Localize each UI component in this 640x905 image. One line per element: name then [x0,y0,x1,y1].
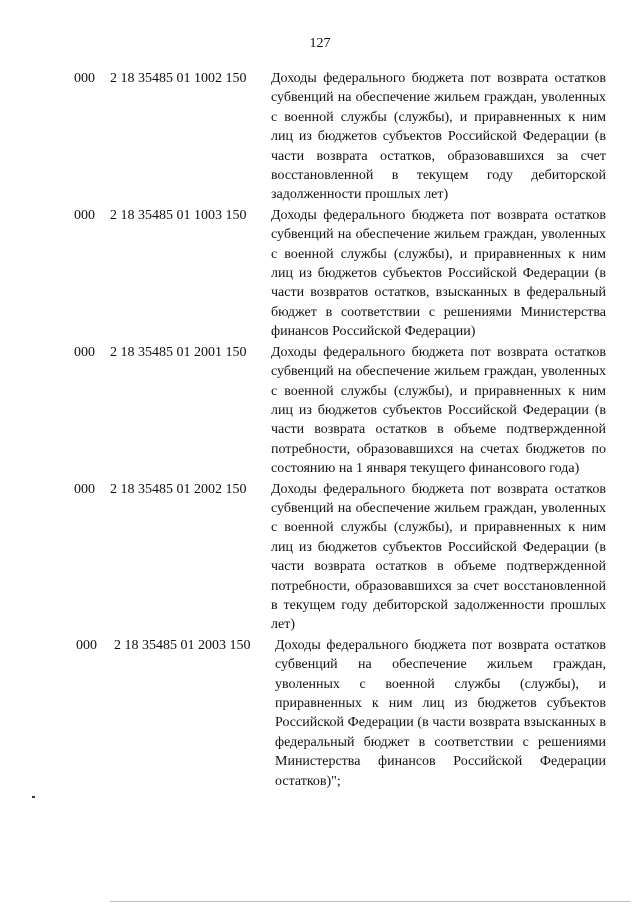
page-number: 127 [309,36,331,51]
scan-mark [32,796,35,798]
admin-code: 000 [74,344,95,360]
budget-classification-code: 2 18 35485 01 1002 150 [110,71,247,86]
list-item [0,636,640,791]
budget-classification-code: 2 18 35485 01 2001 150 [110,344,247,360]
income-description: Доходы федерального бюджета пот возврата остатков субвенций на обеспечение жильем граждан, уволенных с военной службы (службы), и приравненных к ним лиц из бюджетов субъектов Российской Федерации (в части возврата остатков в объеме подтвержденной потребности, образовавшихся на счетах бюджетов по состоянию на 1 января текущего финансового года) [271,344,606,477]
budget-classification-code: 2 18 35485 01 1003 150 [110,207,247,223]
admin-code: 000 [74,71,95,86]
budget-classification-code: 2 18 35485 01 2003 150 [114,637,251,653]
budget-code-list [0,69,640,791]
admin-code: 000 [74,207,95,223]
divider [110,901,630,902]
list-item [0,480,640,635]
income-description: Доходы федерального бюджета пот возврата остатков субвенций на обеспечение жильем граждан, уволенных с военной службы (службы), и приравненных к ним лиц из бюджетов субъектов Российской Федерации (в части возврата остатков в объеме подтвержденной потребности, образовавшихся за счет восстановленной в текущем году дебиторской задолженности прошлых лет) [271,481,606,633]
list-item [0,69,640,205]
income-description: Доходы федерального бюджета пот возврата остатков субвенций на обеспечение жильем граждан, уволенных с военной службы (службы), и приравненных к ним лиц из бюджетов субъектов Российской Федерации (в части возврата остатков, образовавшихся за счет восстановленной в текущем году дебиторской задолженности прошлых лет) [271,71,606,203]
list-item [0,343,640,479]
income-description: Доходы федерального бюджета пот возврата остатков субвенций на обеспечение жильем граждан, уволенных с военной службы (службы), и приравненных к ним лиц из бюджетов субъектов Российской Федерации (в части возврата взысканных в федеральный бюджет в соответствии с решениями Министерства финансов Российской Федерации остатков)"; [275,637,606,789]
budget-classification-code: 2 18 35485 01 2002 150 [110,481,247,497]
admin-code: 000 [76,637,97,653]
admin-code: 000 [74,481,95,497]
income-description: Доходы федерального бюджета пот возврата остатков субвенций на обеспечение жильем граждан, уволенных с военной службы (службы), и приравненных к ним лиц из бюджетов субъектов Российской Федерации (в части возвратов остатков, взысканных в федеральный бюджет в соответствии с решениями Министерства финансов Российской Федерации) [271,207,606,340]
list-item [0,206,640,342]
